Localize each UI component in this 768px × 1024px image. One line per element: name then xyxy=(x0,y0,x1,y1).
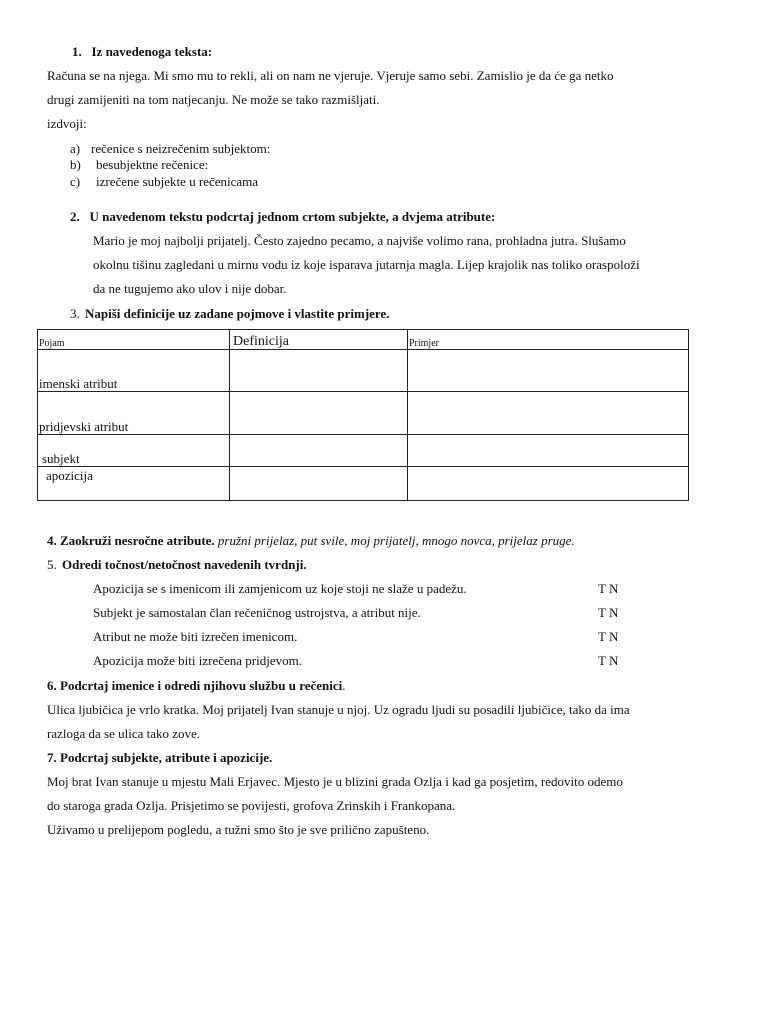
q1-option-b-text: besubjektne rečenice: xyxy=(96,157,209,172)
q6-title-line xyxy=(47,679,346,692)
q1-option-c-marker: c) xyxy=(70,174,81,189)
q5-statement-3: Atribut ne može biti izrečen imenicom. xyxy=(93,629,298,644)
q4-items: pružni prijelaz, put svile, moj prijatelj, mnogo novca, prijelaz pruge. xyxy=(217,533,575,548)
q7-text-line-2: do staroga grada Ozlja. Prisjetimo se povijesti, grofova Zrinskih i Frankopana. xyxy=(47,798,456,813)
term-imenski-atribut: imenski atribut xyxy=(38,350,230,392)
table-row xyxy=(38,392,689,435)
q6-text-line-1: Ulica ljubičica je vrlo kratka. Moj prijatelj Ivan stanuje u njoj. Uz ogradu ljudi su posadili ljubičice, tako da ima xyxy=(47,702,630,717)
q5-tn-3[interactable]: T N xyxy=(598,629,619,644)
table-row xyxy=(38,467,689,501)
term-pridjevski-atribut: pridjevski atribut xyxy=(38,392,230,435)
q2-title: 2. U navedenom tekstu podcrtaj jednom crtom subjekte, a dvjema atribute: xyxy=(70,209,496,224)
definition-cell[interactable] xyxy=(230,467,408,501)
q1-text-line-1: Računa se na njega. Mi smo mu to rekli, ali on nam ne vjeruje. Vjeruje samo sebi. Zamislio je da će ga netko xyxy=(47,68,614,83)
table-row xyxy=(38,350,689,392)
q7-text-line-1: Moj brat Ivan stanuje u mjestu Mali Erjavec. Mjesto je u blizini grada Ozlja i kad ga posjetim, redovito odemo xyxy=(47,774,623,789)
q5-statement-1: Apozicija se s imenicom ili zamjenicom uz koje stoji ne slaže u padežu. xyxy=(93,581,467,596)
q1-option-b-marker: b) xyxy=(70,157,81,172)
q4-title: 4. Zaokruži nesročne atribute. xyxy=(47,533,215,548)
q5-statement-2: Subjekt je samostalan član rečeničnog ustrojstva, a atribut nije. xyxy=(93,605,421,620)
example-cell[interactable] xyxy=(408,392,689,435)
q7-text-line-3: Uživamo u prelijepom pogledu, a tužni smo što je sve prilično zapušteno. xyxy=(47,822,430,837)
q7-title: 7. Podcrtaj subjekte, atribute i apozicije. xyxy=(47,750,273,765)
example-cell[interactable] xyxy=(408,350,689,392)
q2-text-line-1: Mario je moj najbolji prijatelj. Često zajedno pecamo, a najviše volimo rana, prohladna jutra. Slušamo xyxy=(93,233,626,248)
q4-line xyxy=(47,534,575,547)
header-primjer: Primjer xyxy=(408,330,689,350)
q2-text-line-2: okolnu tišinu zagledani u mirnu vodu iz koje isparava jutarnja magla. Lijep krajolik nas toliko oraspoloži xyxy=(93,257,640,272)
q6-title-end: . xyxy=(342,678,346,693)
header-pojam: Pojam xyxy=(38,330,230,350)
q1-option-c-text: izrečene subjekte u rečenicama xyxy=(96,174,259,189)
q5-tn-1[interactable]: T N xyxy=(598,581,619,596)
q2-text-line-3: da ne tugujemo ako ulov i nije dobar. xyxy=(93,281,287,296)
q5-tn-4[interactable]: T N xyxy=(598,653,619,668)
definitions-table xyxy=(37,329,689,501)
q5-tn-2[interactable]: T N xyxy=(598,605,619,620)
example-cell[interactable] xyxy=(408,435,689,467)
q6-title: 6. Podcrtaj imenice i odredi njihovu službu u rečenici xyxy=(47,678,343,693)
example-cell[interactable] xyxy=(408,467,689,501)
table-row xyxy=(38,435,689,467)
term-apozicija: apozicija xyxy=(38,467,230,501)
q6-text-line-2: razloga da se ulica tako zove. xyxy=(47,726,201,741)
q1-text-line-2: drugi zamijeniti na tom natjecanju. Ne može se tako razmišljati. xyxy=(47,92,380,107)
q3-number: 3. xyxy=(70,306,80,321)
q1-option-a-text: rečenice s neizrečenim subjektom: xyxy=(91,141,271,156)
term-subjekt: subjekt xyxy=(38,435,230,467)
q1-title: 1. Iz navedenoga teksta: xyxy=(72,44,213,59)
q5-title: Odredi točnost/netočnost navedenih tvrdnji. xyxy=(62,557,307,572)
header-definicija: Definicija xyxy=(230,330,408,350)
q5-number: 5. xyxy=(47,557,57,572)
definition-cell[interactable] xyxy=(230,392,408,435)
q1-instruction: izdvoji: xyxy=(47,116,87,131)
q1-option-a-marker: a) xyxy=(70,141,81,156)
definition-cell[interactable] xyxy=(230,350,408,392)
q5-statement-4: Apozicija može biti izrečena pridjevom. xyxy=(93,653,302,668)
definitions-table-header-row xyxy=(38,330,689,350)
q3-title: Napiši definicije uz zadane pojmove i vlastite primjere. xyxy=(85,306,390,321)
definition-cell[interactable] xyxy=(230,435,408,467)
